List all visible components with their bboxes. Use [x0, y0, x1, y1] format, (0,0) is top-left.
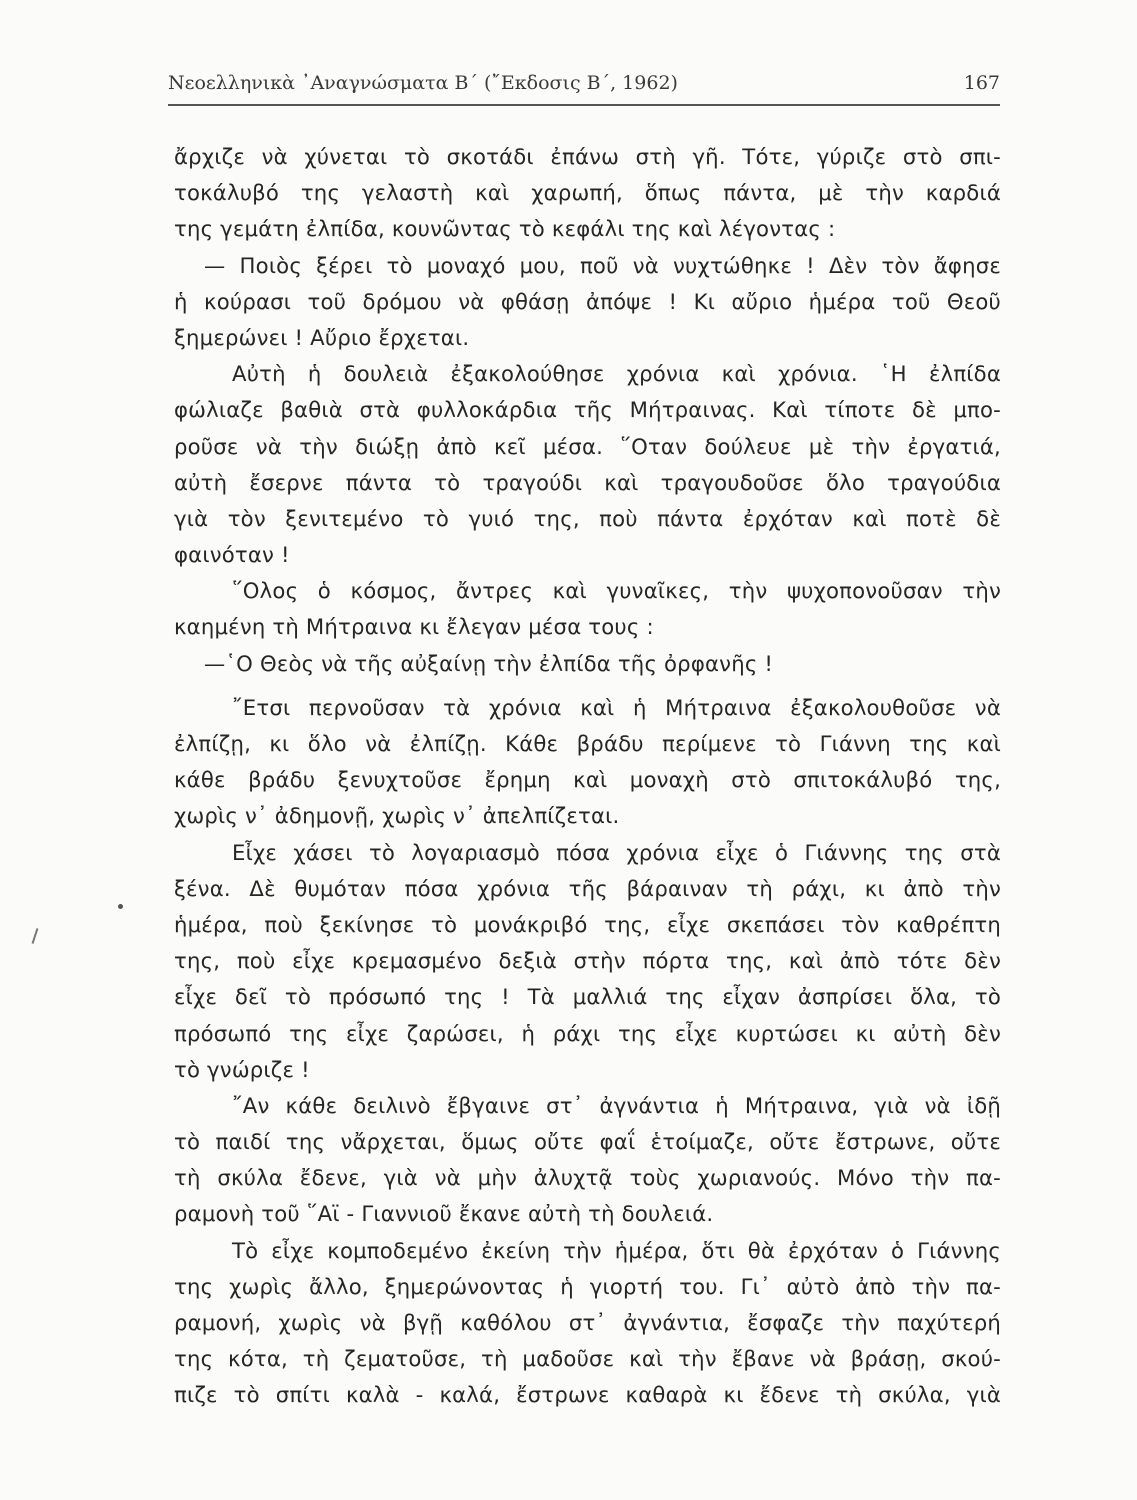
text-line: Τὸ εἶχε κομποδεμένο ἐκείνη τὴν ἡμέρα, ὅτι θὰ ἐρχόταν ὁ Γιάννης — [232, 1237, 1001, 1263]
text-line: ῞Ολος ὁ κόσμος, ἄντρες καὶ γυναῖκες, τὴν ψυχοπονοῦσαν τὴν — [232, 578, 1001, 604]
text-line: τὸ γνώριζε ! — [174, 1056, 310, 1082]
text-line: τὴ σκύλα ἔδενε, γιὰ νὰ μὴν ἀλυχτᾷ τοὺς χωριανούς. Μόνο τὴν πα- — [174, 1165, 1001, 1191]
running-header — [168, 72, 1000, 100]
text-line: ξημερώνει ! Αὔριο ἔρχεται. — [174, 324, 470, 350]
page-number: 167 — [963, 72, 1000, 94]
margin-mark — [32, 928, 39, 944]
text-line: Αὐτὴ ἡ δουλειὰ ἐξακολούθησε χρόνια καὶ χρόνια. ῾Η ἐλπίδα — [232, 361, 1001, 387]
text-line: καημένη τὴ Μήτραινα κι ἔλεγαν μέσα τους : — [174, 614, 654, 640]
text-line: ξένα. Δὲ θυμόταν πόσα χρόνια τῆς βάραιναν τὴ ράχι, κι ἀπὸ τὴν — [174, 875, 1001, 901]
text-line: ἡ κούρασι τοῦ δρόμου νὰ φθάσῃ ἀπόψε ! Κι αὔριο ἡμέρα τοῦ Θεοῦ — [174, 288, 1001, 314]
text-line: αὐτὴ ἔσερνε πάντα τὸ τραγούδι καὶ τραγουδοῦσε ὅλο τραγούδια — [174, 469, 1001, 495]
text-line: κάθε βράδυ ξενυχτοῦσε ἔρημη καὶ μοναχὴ στὸ σπιτοκάλυβό της, — [174, 767, 1001, 793]
text-line: ραμονὴ τοῦ ῞Αϊ - Γιαννιοῦ ἔκανε αὐτὴ τὴ δουλειά. — [174, 1201, 714, 1227]
text-line: τοκάλυβό της γελαστὴ καὶ χαρωπή, ὅπως πάντα, μὲ τὴν καρδιά — [174, 180, 1001, 206]
text-line: Εἶχε χάσει τὸ λογαριασμὸ πόσα χρόνια εἶχε ὁ Γιάννης της στὰ — [232, 839, 1001, 865]
text-line: ροῦσε νὰ τὴν διώξῃ ἀπὸ κεῖ μέσα. ῞Οταν δούλευε μὲ τὴν ἐργατιά, — [174, 433, 1001, 459]
paragraph-gap — [174, 682, 1001, 690]
text-line: ἡμέρα, ποὺ ξεκίνησε τὸ μονάκριβό της, εἶχε σκεπάσει τὸν καθρέπτη — [174, 911, 1001, 937]
book-title: Νεοελληνικὰ ᾿Αναγνώσματα Β΄ (῎Εκδοσις Β΄, 1962) — [168, 72, 678, 94]
text-line: πιζε τὸ σπίτι καλὰ - καλά, ἔστρωνε καθαρὰ κι ἔδενε τὴ σκύλα, γιὰ — [174, 1382, 1001, 1408]
text-line: της, ποὺ εἶχε κρεμασμένο δεξιὰ στὴν πόρτα της, καὶ ἀπὸ τότε δὲν — [174, 948, 1001, 974]
text-line: της κότα, τὴ ζεματοῦσε, τὴ μαδοῦσε καὶ τὴν ἔβανε νὰ βράσῃ, σκού- — [174, 1346, 1001, 1372]
text-line: ῎Αν κάθε δειλινὸ ἔβγαινε στ᾿ ἀγνάντια ἡ Μήτραινα, γιὰ νὰ ἰδῇ — [232, 1092, 1001, 1118]
text-line: της χωρὶς ἄλλο, ξημερώνοντας ἡ γιορτή του. Γι᾿ αὐτὸ ἀπὸ τὴν πα- — [174, 1273, 1001, 1299]
page-body — [174, 139, 1001, 1414]
text-line: ραμονή, χωρὶς νὰ βγῇ καθόλου στ᾿ ἀγνάντια, ἔσφαζε τὴν παχύτερή — [174, 1310, 1001, 1335]
header-rule — [168, 104, 1000, 106]
text-line: —῾Ο Θεὸς νὰ τῆς αὐξαίνῃ τὴν ἐλπίδα τῆς ὀρφανῆς ! — [204, 650, 774, 676]
text-line: εἶχε δεῖ τὸ πρόσωπό της ! Τὰ μαλλιά της εἶχαν ἀσπρίσει ὅλα, τὸ — [174, 984, 1001, 1010]
text-line: γιὰ τὸν ξενιτεμένο τὸ γυιό της, ποὺ πάντα ἐρχόταν καὶ ποτὲ δὲ — [174, 505, 1001, 531]
text-line: ἄρχιζε νὰ χύνεται τὸ σκοτάδι ἐπάνω στὴ γῆ. Τότε, γύριζε στὸ σπι- — [174, 144, 1001, 169]
text-line: της γεμάτη ἐλπίδα, κουνῶντας τὸ κεφάλι της καὶ λέγοντας : — [174, 216, 836, 242]
text-line: χωρὶς ν᾿ ἀδημονῇ, χωρὶς ν᾿ ἀπελπίζεται. — [174, 803, 620, 829]
text-line: τὸ παιδί της νἄρχεται, ὅμως οὔτε φαΐ ἑτοίμαζε, οὔτε ἔστρωνε, οὔτε — [174, 1129, 1001, 1155]
text-line: — Ποιὸς ξέρει τὸ μοναχό μου, ποῦ νὰ νυχτώθηκε ! Δὲν τὸν ἄφησε — [204, 252, 1001, 278]
text-line: ῎Ετσι περνοῦσαν τὰ χρόνια καὶ ἡ Μήτραινα ἐξακολουθοῦσε νὰ — [232, 694, 1001, 720]
text-line: φώλιαζε βαθιὰ στὰ φυλλοκάρδια τῆς Μήτραινας. Καὶ τίποτε δὲ μπο- — [174, 397, 1001, 423]
text-line: πρόσωπό της εἶχε ζαρώσει, ἡ ράχι της εἶχε κυρτώσει κι αὐτὴ δὲν — [174, 1020, 1001, 1046]
margin-dot — [118, 904, 123, 909]
text-line: ἐλπίζῃ, κι ὅλο νὰ ἐλπίζῃ. Κάθε βράδυ περίμενε τὸ Γιάννη της καὶ — [174, 731, 1001, 756]
text-line: φαινόταν ! — [174, 542, 290, 568]
